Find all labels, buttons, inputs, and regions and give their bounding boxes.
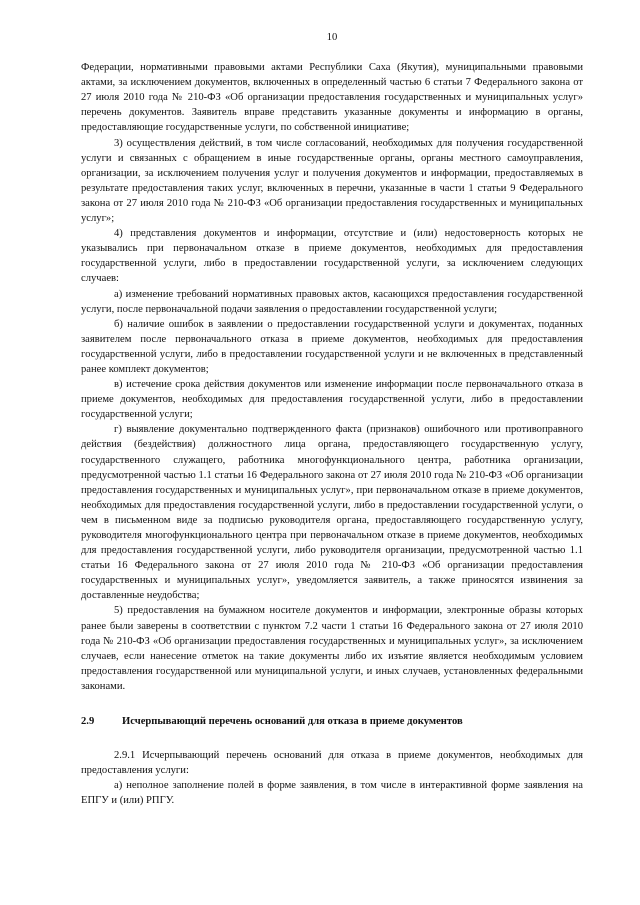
paragraph-continuation: Федерации, нормативными правовыми актами Республики Саха (Якутия), муниципальными правовыми актами, за исключением документов, включенных в определенный частью 6 статьи 7 Федерального закона от 27 июля 2010 года № 210-ФЗ «Об организации предоставления государственных и муниципальных услуг» перечень документов. Заявитель вправе представить указанные документы и информацию в органы, предоставляющие государственные услуги, по собственной инициативе; <box>81 62 583 134</box>
paragraph-item-5: 5) предоставления на бумажном носителе документов и информации, электронные образы которых ранее были заверены в соответствии с пунктом 7.2 части 1 статьи 16 Федерального закона от 27 июля 2010 года № 210-ФЗ «Об организации предоставления государственных и муниципальных услуг», за исключением случаев, если нанесение отметок на такие документы либо их изъятие является необходимым условием предоставления государственной или муниципальной услуги, и иных случаев, установленных федеральными законами. <box>81 605 583 692</box>
paragraph-item-3: 3) осуществления действий, в том числе согласований, необходимых для получения государственной услуги и связанных с обращением в иные государственные органы, органы местного самоуправления, организации, за исключением получения услуг и получения документов и информации, предоставляемых в результате предоставления таких услуг, включенных в перечни, указанные в части 1 статьи 9 Федерального закона от 27 июля 2010 года № 210-ФЗ «Об организации предоставления государственных и муниципальных услуг»; <box>81 137 583 225</box>
paragraph-item-a: а) изменение требований нормативных правовых актов, касающихся предоставления государственной услуги, после первоначальной подачи заявления о предоставлении государственной услуги; <box>81 288 583 315</box>
paragraph-item-v: в) истечение срока действия документов или изменение информации после первоначального отказа в приеме документов, необходимых для предоставления государственной услуги, либо в предоставлении государственной услуги; <box>81 379 583 421</box>
page-number: 10 <box>326 32 338 43</box>
paragraph-2-9-1-a: а) неполное заполнение полей в форме заявления, в том числе в интерактивной форме заявления на ЕПГУ и (или) РПГУ. <box>81 780 583 807</box>
paragraph-item-g: г) выявление документально подтвержденного факта (признаков) ошибочного или противоправного действия (бездействия) должностного лица органа, предоставляющего государственную услугу, государственного служащего, работника многофункционального центра, работника организации, предусмотренной частью 1.1 статьи 16 Федерального закона от 27 июля 2010 года № 210-ФЗ «Об организации предоставления государственных и муниципальных услуг», при первоначальном отказе в приеме документов, необходимых для предоставления государственной услуги, либо в предоставлении государственной услуги, о чем в письменном виде за подписью руководителя органа, предоставляющего государственную услугу, руководителя многофункционального центра при первоначальном отказе в приеме документов, необходимых для предоставления государственной услуги, либо руководителя организации, предусмотренной частью 1.1 статьи 16 Федерального закона от 27 июля 2010 года № 210-ФЗ «Об организации предоставления государственных и муниципальных услуг», уведомляется заявитель, а также приносятся извинения за доставленные неудобства; <box>81 424 583 602</box>
section-number: 2.9 <box>81 716 95 728</box>
section-title: Исчерпывающий перечень оснований для отказа в приеме документов <box>122 716 463 728</box>
section-heading <box>81 714 583 729</box>
paragraph-item-b: б) наличие ошибок в заявлении о предоставлении государственной услуги и документах, поданных заявителем после первоначального отказа в приеме документов, необходимых для предоставления государственной услуги, либо в предоставлении государственной услуги и не включенных в представленный ранее комплект документов; <box>81 318 583 375</box>
paragraph-2-9-1: 2.9.1 Исчерпывающий перечень оснований для отказа в приеме документов, необходимых для предоставления услуги: <box>81 750 583 777</box>
paragraph-item-4: 4) представления документов и информации, отсутствие и (или) недостоверность которых не указывались при первоначальном отказе в приеме документов, необходимых для предоставления государственной услуги, либо в предоставлении государственной услуги, за исключением следующих случаев: <box>81 228 583 285</box>
